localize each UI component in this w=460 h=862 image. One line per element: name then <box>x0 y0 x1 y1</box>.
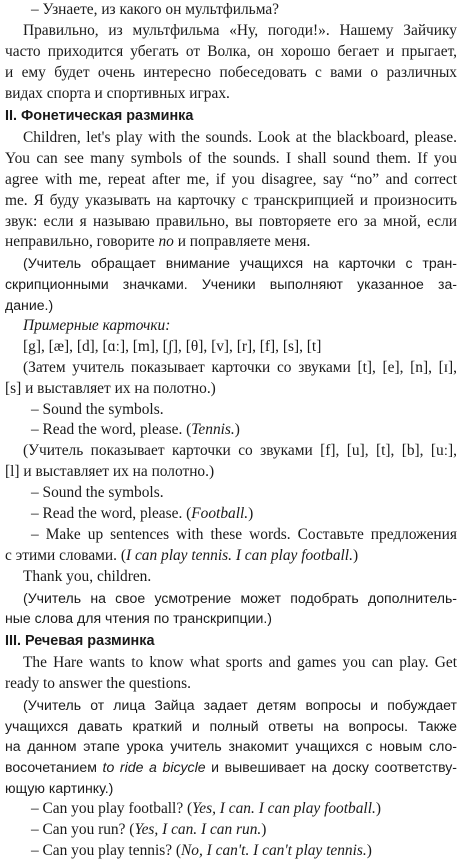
teacher-note-line: (Учитель показывает карточки со звуками [f], [u], [t], [b], [uː], <box>23 442 457 460</box>
sample-cards-label: Примерные карточки: <box>23 316 171 334</box>
paragraph-line: agree with me, repeat after me, if you disagree, say “no” and correct <box>5 170 457 188</box>
paragraph-line: ready to answer the questions. <box>5 674 191 692</box>
section-heading-speech: III. Речевая разминка <box>5 633 155 650</box>
teacher-note-line: скрипционными значками. Ученики выполняют указанное за- <box>5 276 457 293</box>
paragraph-line: и ему будет очень интересно побеседовать с вами о различных <box>5 63 457 81</box>
dialogue-line: – Make up sentences with these words. Составьте предложения <box>31 525 457 543</box>
teacher-note-line: (Затем учитель показывает карточки со звуками [t], [e], [n], [ɪ], <box>23 358 457 376</box>
dialogue-line: – Read the word, please. (Football.) <box>31 504 254 522</box>
transcription-symbols: [g], [æ], [d], [ɑː], [m], [ʃ], [θ], [v], [r], [f], [s], [t] <box>23 337 322 355</box>
teacher-note-line: [s] и выставляет их на полотно.) <box>5 379 216 397</box>
teacher-note-line: восочетанием to ride a bicycle и вывешивает на доску соответству- <box>5 759 457 776</box>
paragraph-line: Children, let's play with the sounds. Look at the blackboard, please. <box>23 128 457 146</box>
paragraph-line: The Hare wants to know what sports and games you can play. Get <box>23 653 457 671</box>
teacher-note-line: (Учитель на свое усмотрение может подобрать дополнитель- <box>23 589 457 606</box>
teacher-note-line: ющую картинку.) <box>5 780 114 797</box>
paragraph-line: часто приходится убегать от Волка, он хорошо бегает и прыгает, <box>5 42 457 60</box>
dialogue-line: – Can you play tennis? (No, I can't. I can't play tennis.) <box>31 841 372 859</box>
dialogue-line: с этими словами. (I can play tennis. I can play football.) <box>5 546 359 564</box>
teacher-note-line: учащихся давать краткий и полный ответы на вопросы. Также <box>5 717 457 734</box>
teacher-note-line: [l] и выставляет их на полотно.) <box>5 463 215 481</box>
paragraph-line: Thank you, children. <box>23 567 152 585</box>
textbook-page <box>5 0 457 862</box>
teacher-note-line: ные слова для чтения по транскрипции.) <box>5 610 272 627</box>
paragraph-line: me. Я буду указывать на карточку с транскрипцией и произносить <box>5 191 457 209</box>
paragraph-line: неправильно, говорите no и поправляете меня. <box>5 233 311 251</box>
paragraph-line: звук: если я называю правильно, вы повторяете его за мной, если <box>5 212 457 230</box>
teacher-note-line: на данном этапе урока учитель знакомит учащихся с новым сло- <box>5 738 457 755</box>
dialogue-line: – Sound the symbols. <box>31 400 164 418</box>
dialogue-line: – Read the word, please. (Tennis.) <box>31 421 240 439</box>
section-heading-phonetic: II. Фонетическая разминка <box>5 108 194 125</box>
teacher-note-line: (Учитель от лица Зайца задает детям вопросы и побуждает <box>23 696 457 713</box>
teacher-note-line: дание.) <box>5 297 54 314</box>
question-cartoon: – Узнаете, из какого он мультфильма? <box>31 1 279 18</box>
dialogue-line: – Sound the symbols. <box>31 484 164 502</box>
paragraph-line: You can see many symbols of the sounds. I shall sound them. If you <box>5 149 457 167</box>
paragraph-line: видах спорта и спортивных играх. <box>5 84 230 102</box>
dialogue-line: – Can you play football? (Yes, I can. I can play football.) <box>31 800 381 818</box>
dialogue-line: – Can you run? (Yes, I can. I can run.) <box>31 820 267 838</box>
paragraph-line: Правильно, из мультфильма «Ну, погоди!». Нашему Зайчику <box>23 21 457 39</box>
teacher-note-line: (Учитель обращает внимание учащихся на карточки с тран- <box>23 255 457 272</box>
